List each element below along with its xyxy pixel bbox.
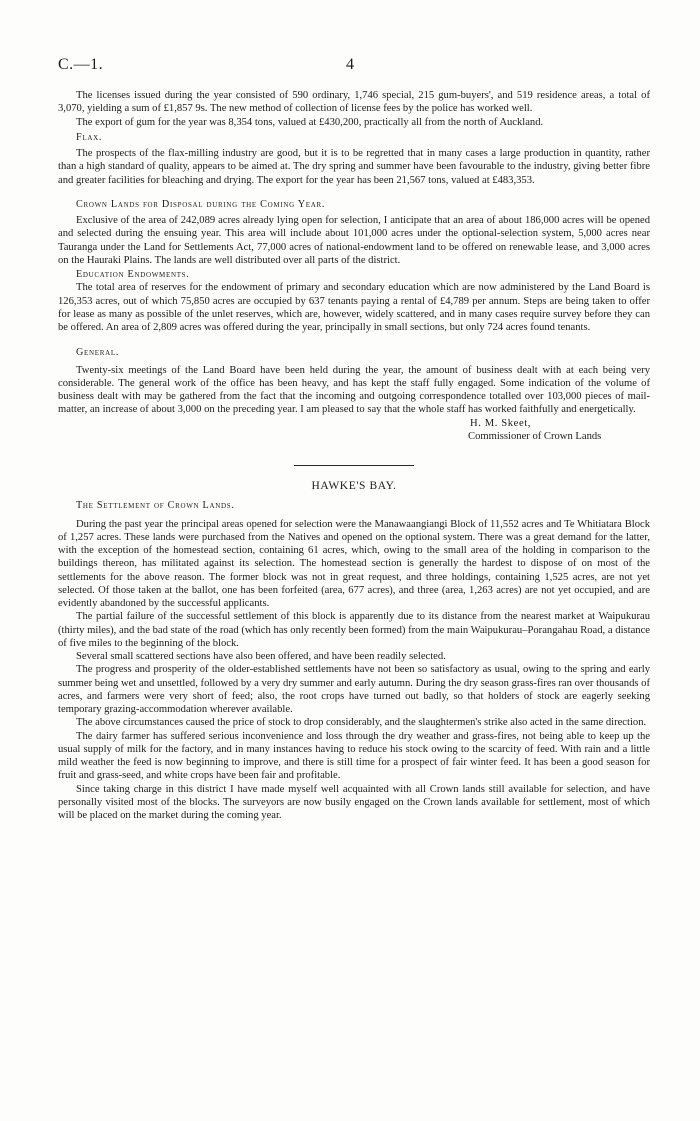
hawkes-bay-paragraph-3: Several small scattered sections have also been offered, and have been readily selected.	[76, 651, 446, 662]
section-divider	[294, 465, 414, 466]
gum-licenses-paragraph: The licenses issued during the year consisted of 590 ordinary, 1,746 special, 215 gum-buyers', and 519 residence areas, a total of 3,070, yielding a sum of £1,857 9s. The new method of collection of license fees by the police has worked well.	[58, 90, 650, 115]
education-paragraph: The total area of reserves for the endowment of primary and secondary education which are now administered by the Land Board is 126,353 acres, out of which 75,850 acres are occupied by 637 tenants paying a rental of £4,789 per annum. Steps are being taken to offer for lease as many as possible of the unlet reserves, which are, however, widely scattered, and in many cases require survey before they can be offered. An area of 2,809 acres was offered during the year, principally in small sections, but only 724 acres found tenants.	[58, 282, 650, 333]
flax-heading: Flax.	[76, 131, 103, 143]
education-heading: Education Endowments.	[76, 269, 190, 280]
document-reference: C.—1.	[58, 56, 104, 73]
crown-lands-paragraph: Exclusive of the area of 242,089 acres already lying open for selection, I anticipate that an area of about 186,000 acres will be opened and selected during the ensuing year. This area will include about 101,000 acres under the optional-selection system, 5,000 acres near Tauranga under the Land for Settlements Act, 77,000 acres of national-endowment land to be offered on renewable lease, and 3,000 acres on the Hauraki Plains. The lands are well distributed over all parts of the district.	[58, 215, 650, 266]
signature-name: H. M. Skeet,	[470, 417, 532, 429]
hawkes-bay-paragraph-7: Since taking charge in this district I have made myself well acquainted with all Crown lands still available for selection, and have personally visited most of the blocks. The surveyors are now busily engaged on the Crown lands available for settlement, most of which will be placed on the market during the coming year.	[58, 783, 650, 821]
hawkes-bay-paragraph-2: The partial failure of the successful settlement of this block is apparently due to its distance from the nearest market at Waipukurau (thirty miles), and the bad state of the road (which has only recently been formed) from the main Waipukurau–Porangahau Road, a distance of five miles to the beginning of the block.	[58, 611, 650, 649]
flax-paragraph: The prospects of the flax-milling industry are good, but it is to be regretted that in many cases a large production in quantity, rather than a high standard of quality, appears to be aimed at. The dry spring and summer have been favourable to the industry, giving better fibre and greater facilities for bleaching and drying. The export for the year has been 21,567 tons, valued at £483,353.	[58, 148, 650, 186]
settlement-heading: The Settlement of Crown Lands.	[76, 500, 235, 512]
region-title: HAWKE'S BAY.	[311, 480, 397, 492]
page-number: 4	[346, 56, 354, 73]
signature-title: Commissioner of Crown Lands	[468, 430, 602, 442]
gum-export-paragraph: The export of gum for the year was 8,354 tons, valued at £430,200, practically all from the north of Auckland.	[76, 116, 544, 128]
general-heading: General.	[76, 347, 120, 359]
hawkes-bay-paragraph-5: The above circumstances caused the price of stock to drop considerably, and the slaughtermen's strike also acted in the same direction.	[76, 717, 647, 729]
document-body	[58, 89, 650, 822]
hawkes-bay-paragraph-6: The dairy farmer has suffered serious inconvenience and loss through the dry weather and grass-fires, not being able to keep up the usual supply of milk for the factory, and in many instances having to reduce his stock owing to the scarcity of feed. With rain and a little mild weather the feed is now beginning to improve, and there is still time for a prospect of fair winter feed. It has been a good season for fruit and grass-seed, and white crops have been fair and profitable.	[58, 730, 650, 782]
hawkes-bay-paragraph-1: During the past year the principal areas opened for selection were the Manawaangiangi Block of 11,552 acres and Te Whitiatara Block of 1,257 acres. These lands were purchased from the Natives and opened on the optional system. There was a great demand for the latter, with the exception of the homestead section, containing 61 acres, which, owing to the small area of the holding in comparison to the buildings thereon, has militated against its selection. The homestead section is generally the hardest to dispose of on most of the settlements for the above reason. The former block was not in great request, and three holdings, containing 1,525 acres, are not yet selected. Of those taken at the ballot, one has been forfeited (area, 677 acres), and three (area, 1,263 acres) are not yet occupied, and are evidently abandoned by the successful applicants.	[58, 518, 650, 609]
hawkes-bay-paragraph-4: The progress and prosperity of the older-established settlements have not been so satisfactory as usual, owing to the spring and early summer being wet and unsettled, followed by a very dry summer and early autumn. During the dry season grass-fires ran over thousands of acres, and farmers were very short of feed; also, the root crops have turned out badly, so that holders of stock are eagerly seeking temporary grazing-accommodation wherever available.	[58, 664, 650, 715]
crown-lands-heading: Crown Lands for Disposal during the Coming Year.	[76, 198, 326, 210]
general-paragraph: Twenty-six meetings of the Land Board have been held during the year, the amount of business dealt with at each being very considerable. The general work of the office has been heavy, and has kept the staff fully engaged. Some indication of the volume of business dealt with may be gathered from the fact that the incoming and outgoing correspondence totalled over 103,000 pieces of mail-matter, an increase of about 3,000 on the preceding year. I am pleased to say that the whole staff has worked faithfully and energetically.	[58, 364, 650, 416]
